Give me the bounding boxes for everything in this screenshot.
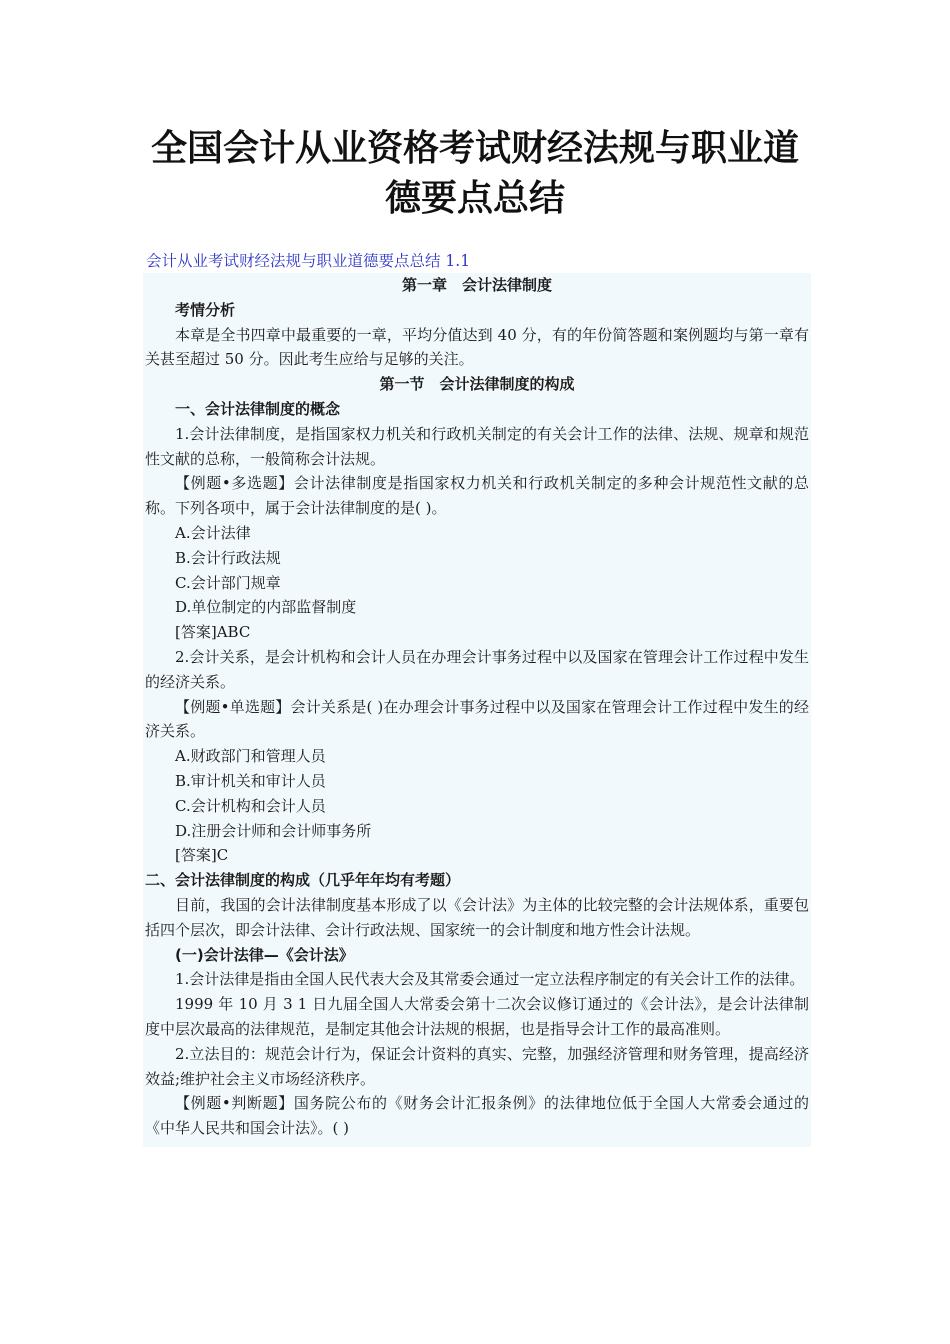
title-line-1: 全国会计从业资格考试财经法规与职业道 — [150, 128, 799, 169]
title-line-2: 德要点总结 — [384, 178, 565, 219]
paragraph-6: 2.立法目的：规范会计行为，保证会计资料的真实、完整，加强经济管理和财务管理，提高经济效益;维护社会主义市场经济秩序。 — [145, 1044, 809, 1088]
q1-option-d: D.单位制定的内部监督制度 — [175, 598, 357, 617]
concept-heading: 一、会计法律制度的概念 — [175, 399, 341, 418]
law-heading: (一)会计法律—《会计法》 — [175, 945, 354, 964]
q2-option-b: B.审计机关和审计人员 — [175, 771, 326, 790]
analysis-text: 本章是全书四章中最重要的一章，平均分值达到 40 分，有的年份简答题和案例题均与第一章有关甚至超过 50 分。因此考生应给与足够的关注。 — [145, 325, 809, 369]
analysis-heading: 考情分析 — [175, 300, 236, 319]
composition-heading: 二、会计法律制度的构成（几乎年年均有考题） — [145, 871, 461, 890]
content-block — [143, 273, 811, 1147]
q2-option-a: A.财政部门和管理人员 — [175, 747, 326, 766]
q1-option-a: A.会计法律 — [175, 523, 251, 542]
q1-option-c: C.会计部门规章 — [175, 573, 281, 592]
subtitle-link[interactable]: 会计从业考试财经法规与职业道德要点总结 1.1 — [146, 252, 471, 270]
question-3: 【例题•判断题】国务院公布的《财务会计汇报条例》的法律地位低于全国人大常委会通过的《中华人民共和国会计法》。( ) — [145, 1094, 809, 1138]
chapter-heading: 第一章 会计法律制度 — [401, 276, 552, 294]
question-1: 【例题•多选题】会计法律制度是指国家权力机关和行政机关制定的多种会计规范性文献的总称。下列各项中，属于会计法律制度的是( )。 — [145, 474, 809, 518]
q2-option-c: C.会计机构和会计人员 — [175, 796, 326, 815]
q2-option-d: D.注册会计师和会计师事务所 — [175, 821, 372, 840]
paragraph-2: 2.会计关系，是会计机构和会计人员在办理会计事务过程中以及国家在管理会计工作过程中发生的经济关系。 — [145, 647, 809, 691]
section-heading: 第一节 会计法律制度的构成 — [379, 375, 575, 394]
q1-option-b: B.会计行政法规 — [175, 548, 281, 567]
paragraph-5: 1999 年 10 月 3 1 日九届全国人大常委会第十二次会议修订通过的《会计法》，是会计法律制度中层次最高的法律规范，是制定其他会计法规的根据，也是指导会计工作的最高准则。 — [145, 995, 809, 1038]
paragraph-4: 1.会计法律是指由全国人民代表大会及其常委会通过一定立法程序制定的有关会计工作的法律。 — [175, 970, 805, 989]
q1-answer: [答案]ABC — [175, 623, 251, 642]
question-2: 【例题•单选题】会计关系是( )在办理会计事务过程中以及国家在管理会计工作过程中发生的经济关系。 — [145, 697, 809, 741]
page-title — [120, 124, 830, 224]
paragraph-3: 目前，我国的会计法律制度基本形成了以《会计法》为主体的比较完整的会计法规体系，重要包括四个层次，即会计法律、会计行政法规、国家统一的会计制度和地方性会计法规。 — [145, 895, 809, 939]
paragraph-1: 1.会计法律制度，是指国家权力机关和行政机关制定的有关会计工作的法律、法规、规章和规范性文献的总称，一般简称会计法规。 — [145, 424, 809, 468]
q2-answer: [答案]C — [175, 846, 229, 865]
